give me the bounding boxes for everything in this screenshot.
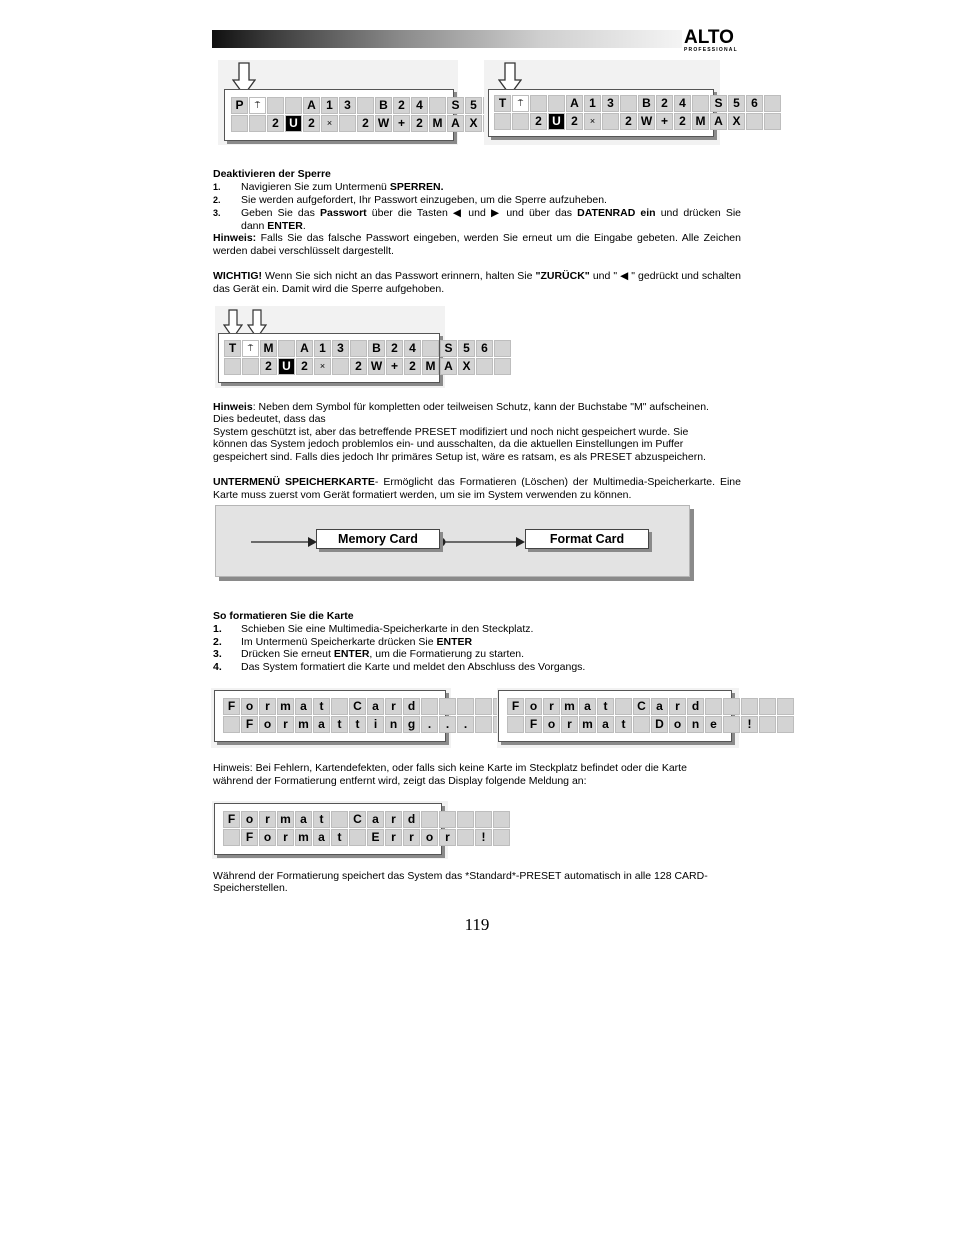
lcd-cell xyxy=(615,698,632,715)
lcd-cell: F xyxy=(241,829,258,846)
lcd-cell: S xyxy=(440,340,457,357)
lcd-cell xyxy=(223,829,240,846)
lcd-cell: 2 xyxy=(656,95,673,112)
lcd-cell: 5 xyxy=(465,97,482,114)
lcd-cell: a xyxy=(295,698,312,715)
lcd-cell: a xyxy=(579,698,596,715)
lcd-cell xyxy=(548,95,565,112)
memory-card-flow-diagram xyxy=(215,505,690,577)
lcd-display-modified xyxy=(215,306,488,388)
lcd-cell: o xyxy=(259,829,276,846)
section-title-format: So formatieren Sie die Karte xyxy=(213,610,354,622)
lcd-cell: o xyxy=(241,698,258,715)
lcd-cell: C xyxy=(349,698,366,715)
lcd-cell: F xyxy=(241,716,258,733)
lcd-cell: + xyxy=(386,358,403,375)
lcd-cell xyxy=(777,698,794,715)
lcd-cell: U xyxy=(285,115,302,132)
lcd-cell: t xyxy=(313,698,330,715)
lcd-display-password-t xyxy=(484,60,758,145)
lcd-cell: r xyxy=(543,698,560,715)
lcd-cell: 3 xyxy=(332,340,349,357)
lcd-cell: n xyxy=(385,716,402,733)
lcd-cell: t xyxy=(349,716,366,733)
lcd-cell xyxy=(530,95,547,112)
list-number: 3. xyxy=(213,648,222,660)
lcd-row-2 xyxy=(507,716,795,733)
lcd-cell: 2 xyxy=(530,113,547,130)
lcd-cell: 2 xyxy=(260,358,277,375)
lcd-row-1 xyxy=(224,340,512,357)
lcd-cell: 1 xyxy=(584,95,601,112)
lcd-cell: ! xyxy=(475,829,492,846)
lcd-cell: U xyxy=(278,358,295,375)
lcd-cell: 2 xyxy=(674,113,691,130)
lcd-cell xyxy=(429,97,446,114)
lcd-cell: A xyxy=(296,340,313,357)
lcd-cell: t xyxy=(331,829,348,846)
lcd-cell: F xyxy=(507,698,524,715)
lcd-cell: r xyxy=(669,698,686,715)
lcd-row-1 xyxy=(223,811,511,828)
lcd-cell: o xyxy=(669,716,686,733)
list-number: 3. xyxy=(213,208,221,218)
lcd-cell: F xyxy=(223,811,240,828)
list-number: 1. xyxy=(213,623,222,635)
lcd-cell: C xyxy=(349,811,366,828)
section-title-unlock: Deaktivieren der Sperre xyxy=(213,168,331,180)
lcd-cell xyxy=(476,358,493,375)
lcd-cell: S xyxy=(710,95,727,112)
lcd-cell: 5 xyxy=(458,340,475,357)
lcd-cell xyxy=(249,115,266,132)
lcd-cell: B xyxy=(368,340,385,357)
lcd-cell xyxy=(759,698,776,715)
lcd-cell xyxy=(475,716,492,733)
lcd-cell: A xyxy=(440,358,457,375)
lcd-cell: E xyxy=(367,829,384,846)
lcd-cell: T xyxy=(224,340,241,357)
list-item: Navigieren Sie zum Untermenü SPERREN. xyxy=(241,181,444,193)
lcd-cell: ⍑ xyxy=(249,97,266,114)
important-note: WICHTIG! Wenn Sie sich nicht an das Passwort erinnern, halten Sie "ZURÜCK" und " ◀ " gedrückt und schalten das Gerät ein. Damit wird die Sperre aufgehoben. xyxy=(213,270,741,295)
note-error-line-1: Hinweis: Bei Fehlern, Kartendefekten, oder falls sich keine Karte im Steckplatz befindet oder die Karte xyxy=(213,762,687,774)
lcd-cell: 2 xyxy=(267,115,284,132)
lcd-cell: m xyxy=(277,698,294,715)
lcd-cell: m xyxy=(561,698,578,715)
lcd-cell xyxy=(475,811,492,828)
lcd-cell: a xyxy=(313,829,330,846)
lcd-cell: 2 xyxy=(303,115,320,132)
note-password: Hinweis: Falls Sie das falsche Passwort eingeben, werden Sie erneut um die Eingabe gebeten. Alle Zeichen werden dabei verschlüsselt dargestellt. xyxy=(213,232,741,257)
lcd-cell: o xyxy=(421,829,438,846)
memory-card-description: UNTERMENÜ SPEICHERKARTE- Ermöglicht das Formatieren (Löschen) der Multimedia-Speicherkarte. Eine Karte muss zuerst vom Gerät formatiert werden, um sie im System verwenden zu können. xyxy=(213,476,741,501)
lcd-cell: a xyxy=(651,698,668,715)
lcd-cell: r xyxy=(277,716,294,733)
lcd-cell: W xyxy=(638,113,655,130)
lcd-cell: r xyxy=(259,698,276,715)
lcd-cell xyxy=(331,811,348,828)
lcd-cell: r xyxy=(259,811,276,828)
lcd-cell: M xyxy=(260,340,277,357)
lcd-cell: 3 xyxy=(602,95,619,112)
lcd-cell: S xyxy=(447,97,464,114)
alto-logo: ALTO PROFESSIONAL xyxy=(684,27,738,53)
lcd-display-format-done xyxy=(497,688,752,748)
lcd-cell xyxy=(741,698,758,715)
lcd-cell: n xyxy=(687,716,704,733)
lcd-cell: 3 xyxy=(339,97,356,114)
lcd-cell: ! xyxy=(741,716,758,733)
lcd-cell: 2 xyxy=(620,113,637,130)
lcd-cell: B xyxy=(638,95,655,112)
lcd-cell xyxy=(421,811,438,828)
lcd-cell: 4 xyxy=(404,340,421,357)
lcd-cell: 2 xyxy=(350,358,367,375)
lcd-cell: a xyxy=(597,716,614,733)
lcd-cell: × xyxy=(584,113,601,130)
lcd-cell xyxy=(457,698,474,715)
lcd-cell xyxy=(494,340,511,357)
final-note-line-2: Speicherstellen. xyxy=(213,882,288,894)
lcd-cell: 2 xyxy=(566,113,583,130)
format-card-box: Format Card xyxy=(525,529,649,549)
lcd-cell: r xyxy=(277,829,294,846)
lcd-display-formatting xyxy=(211,688,468,748)
lcd-cell: F xyxy=(223,698,240,715)
lcd-cell xyxy=(723,698,740,715)
lcd-cell xyxy=(507,716,524,733)
lcd-cell xyxy=(457,829,474,846)
lcd-cell: d xyxy=(403,698,420,715)
lcd-cell: 2 xyxy=(357,115,374,132)
lcd-cell: r xyxy=(439,829,456,846)
lcd-cell: A xyxy=(303,97,320,114)
lcd-cell: m xyxy=(295,716,312,733)
lcd-cell: 6 xyxy=(476,340,493,357)
list-item: Drücken Sie erneut ENTER, um die Formatierung zu starten. xyxy=(241,648,525,660)
lcd-cell: 2 xyxy=(296,358,313,375)
lcd-cell xyxy=(231,115,248,132)
lcd-cell: m xyxy=(295,829,312,846)
lcd-cell: 2 xyxy=(393,97,410,114)
lcd-cell: d xyxy=(403,811,420,828)
lcd-cell xyxy=(278,340,295,357)
lcd-cell xyxy=(223,716,240,733)
lcd-cell: 4 xyxy=(411,97,428,114)
list-number: 4. xyxy=(213,661,222,673)
lcd-cell: W xyxy=(368,358,385,375)
note-m-line-1: Hinweis: Neben dem Symbol für kompletten oder teilweisen Schutz, kann der Buchstabe "M" aufscheinen. xyxy=(213,401,709,413)
lcd-cell: F xyxy=(525,716,542,733)
memory-card-box: Memory Card xyxy=(316,529,440,549)
lcd-cell xyxy=(602,113,619,130)
lcd-display-format-error xyxy=(212,801,486,859)
lcd-cell: 2 xyxy=(411,115,428,132)
lcd-row-2 xyxy=(223,716,511,733)
lcd-cell: X xyxy=(458,358,475,375)
lcd-cell: A xyxy=(447,115,464,132)
lcd-cell xyxy=(349,829,366,846)
lcd-cell: i xyxy=(367,716,384,733)
lcd-cell: T xyxy=(494,95,511,112)
lcd-row-2 xyxy=(494,113,782,130)
lcd-row-1 xyxy=(223,698,511,715)
header-gradient-bar xyxy=(212,30,682,48)
list-item: Geben Sie das Passwort über die Tasten ◀ und ▶ und über das DATENRAD ein und drücken Sie xyxy=(241,207,741,219)
lcd-cell: 1 xyxy=(314,340,331,357)
lcd-cell: + xyxy=(393,115,410,132)
list-item: Sie werden aufgefordert, Ihr Passwort einzugeben, um die Sperre aufzuheben. xyxy=(241,194,607,206)
lcd-cell: e xyxy=(705,716,722,733)
lcd-cell xyxy=(242,358,259,375)
lcd-cell: o xyxy=(543,716,560,733)
lcd-cell: a xyxy=(367,698,384,715)
lcd-row-1 xyxy=(231,97,519,114)
list-item-continued: dann ENTER. xyxy=(241,220,306,232)
lcd-cell: o xyxy=(259,716,276,733)
lcd-cell xyxy=(493,811,510,828)
lcd-cell xyxy=(332,358,349,375)
lcd-cell: . xyxy=(439,716,456,733)
lcd-cell: U xyxy=(548,113,565,130)
lcd-cell xyxy=(350,340,367,357)
lcd-cell: C xyxy=(633,698,650,715)
lcd-cell xyxy=(494,113,511,130)
lcd-cell xyxy=(475,698,492,715)
lcd-cell: m xyxy=(277,811,294,828)
lcd-cell xyxy=(633,716,650,733)
lcd-cell xyxy=(764,113,781,130)
lcd-cell xyxy=(339,115,356,132)
lcd-cell: o xyxy=(525,698,542,715)
lcd-cell: r xyxy=(385,829,402,846)
lcd-cell: X xyxy=(728,113,745,130)
lcd-cell: A xyxy=(566,95,583,112)
lcd-row-1 xyxy=(507,698,795,715)
lcd-cell: 6 xyxy=(746,95,763,112)
lcd-cell xyxy=(705,698,722,715)
lcd-cell: 2 xyxy=(386,340,403,357)
lcd-cell: a xyxy=(313,716,330,733)
list-item: Schieben Sie eine Multimedia-Speicherkarte in den Steckplatz. xyxy=(241,623,534,635)
list-number: 1. xyxy=(213,182,221,192)
lcd-cell: r xyxy=(385,811,402,828)
lcd-cell xyxy=(764,95,781,112)
lcd-cell: M xyxy=(692,113,709,130)
lcd-cell: 4 xyxy=(674,95,691,112)
lcd-cell: m xyxy=(579,716,596,733)
lcd-cell: D xyxy=(651,716,668,733)
lcd-cell: A xyxy=(710,113,727,130)
lcd-display-password-p xyxy=(218,60,478,145)
lcd-cell xyxy=(777,716,794,733)
lcd-row-1 xyxy=(494,95,782,112)
lcd-cell xyxy=(692,95,709,112)
lcd-cell xyxy=(422,340,439,357)
lcd-cell: P xyxy=(231,97,248,114)
lcd-cell: ⍑ xyxy=(242,340,259,357)
list-number: 2. xyxy=(213,195,221,205)
note-m-line-4: können das System jedoch problemlos ein- und ausschalten, da die aktuellen Einstellungen im Puffer xyxy=(213,438,684,450)
lcd-row-2 xyxy=(224,358,512,375)
lcd-cell xyxy=(285,97,302,114)
lcd-cell xyxy=(331,698,348,715)
lcd-cell xyxy=(439,698,456,715)
lcd-cell: 5 xyxy=(728,95,745,112)
lcd-cell: ⍑ xyxy=(512,95,529,112)
lcd-cell: . xyxy=(457,716,474,733)
lcd-cell: r xyxy=(403,829,420,846)
lcd-cell xyxy=(494,358,511,375)
lcd-cell: a xyxy=(295,811,312,828)
lcd-cell xyxy=(620,95,637,112)
final-note-line-1: Während der Formatierung speichert das System das *Standard*-PRESET automatisch in alle 128 CARD- xyxy=(213,870,708,882)
lcd-cell: 1 xyxy=(321,97,338,114)
lcd-cell: d xyxy=(687,698,704,715)
lcd-cell: X xyxy=(465,115,482,132)
lcd-cell: × xyxy=(321,115,338,132)
note-m-line-2: Dies bedeutet, dass das xyxy=(213,413,326,425)
lcd-cell xyxy=(746,113,763,130)
lcd-cell xyxy=(759,716,776,733)
lcd-cell: t xyxy=(615,716,632,733)
lcd-cell xyxy=(439,811,456,828)
note-error-line-2: während der Formatierung entfernt wird, zeigt das Display folgende Meldung an: xyxy=(213,775,587,787)
lcd-cell xyxy=(493,829,510,846)
lcd-cell: . xyxy=(421,716,438,733)
lcd-row-2 xyxy=(223,829,511,846)
lcd-cell xyxy=(357,97,374,114)
lcd-cell: t xyxy=(331,716,348,733)
list-item: Im Untermenü Speicherkarte drücken Sie ENTER xyxy=(241,636,473,648)
lcd-cell xyxy=(723,716,740,733)
lcd-cell: M xyxy=(429,115,446,132)
lcd-cell: r xyxy=(385,698,402,715)
lcd-cell xyxy=(224,358,241,375)
lcd-cell: + xyxy=(656,113,673,130)
lcd-cell: t xyxy=(313,811,330,828)
note-m-line-3: System geschützt ist, aber das betreffende PRESET modifiziert und noch nicht gespeichert wurde. Sie xyxy=(213,426,689,438)
lcd-cell: g xyxy=(403,716,420,733)
lcd-cell: 2 xyxy=(404,358,421,375)
lcd-cell xyxy=(457,811,474,828)
lcd-cell xyxy=(512,113,529,130)
page-number: 119 xyxy=(464,915,490,934)
lcd-cell xyxy=(267,97,284,114)
lcd-cell: a xyxy=(367,811,384,828)
list-number: 2. xyxy=(213,636,222,648)
lcd-row-2 xyxy=(231,115,519,132)
note-m-line-5: gespeichert sind. Falls dies jedoch Ihr primäres Setup ist, wäre es ratsam, es als PRESET abzuspeichern. xyxy=(213,451,706,463)
lcd-cell: W xyxy=(375,115,392,132)
lcd-cell xyxy=(421,698,438,715)
list-item: Das System formatiert die Karte und meldet den Abschluss des Vorgangs. xyxy=(241,661,586,673)
lcd-cell: o xyxy=(241,811,258,828)
lcd-cell: r xyxy=(561,716,578,733)
lcd-cell: t xyxy=(597,698,614,715)
lcd-cell: M xyxy=(422,358,439,375)
lcd-cell: × xyxy=(314,358,331,375)
lcd-cell: B xyxy=(375,97,392,114)
